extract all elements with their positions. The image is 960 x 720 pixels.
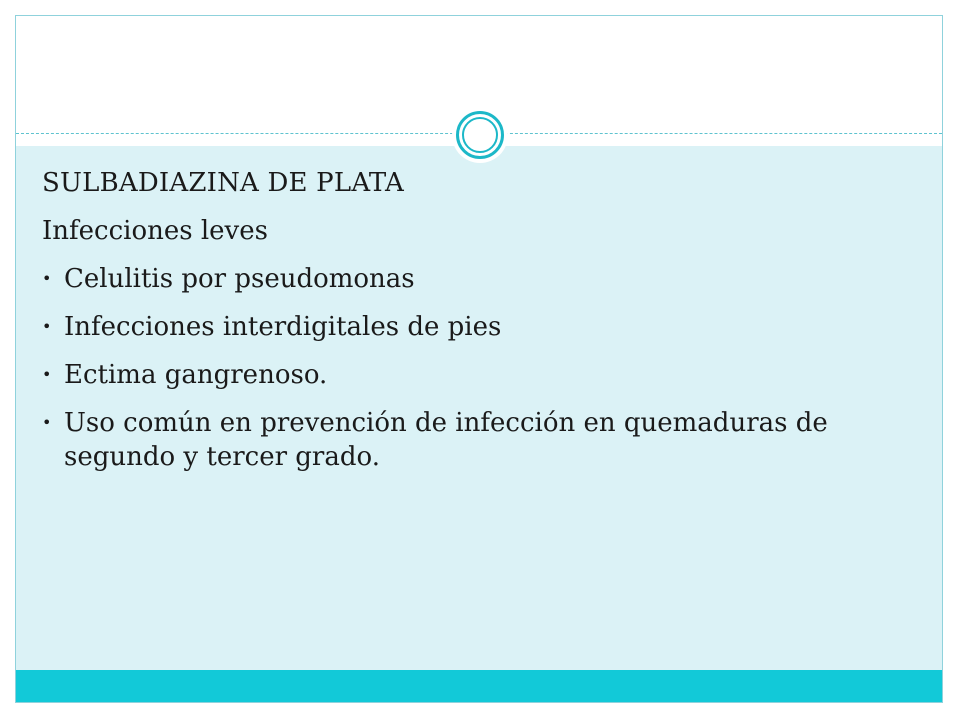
bullet-text: Celulitis por pseudomonas <box>64 264 415 294</box>
bullet-text: Ectima gangrenoso. <box>64 360 328 390</box>
bullet-icon: • <box>42 269 52 288</box>
bullet-text: Infecciones interdigitales de pies <box>64 312 502 342</box>
ornament-ring-inner <box>462 117 498 153</box>
slide-subtitle: Infecciones leves <box>42 216 268 246</box>
bullet-item <box>42 406 922 474</box>
bullet-icon: • <box>42 365 52 384</box>
slide-title: SULBADIAZINA DE PLATA <box>42 168 404 198</box>
bullet-item <box>42 358 922 392</box>
slide-body <box>42 166 922 488</box>
bullet-item <box>42 310 922 344</box>
bullet-text: Uso común en prevención de infección en quemaduras de segundo y tercer grado. <box>64 408 828 472</box>
bullet-item <box>42 262 922 296</box>
bullet-icon: • <box>42 413 52 432</box>
bullet-icon: • <box>42 317 52 336</box>
